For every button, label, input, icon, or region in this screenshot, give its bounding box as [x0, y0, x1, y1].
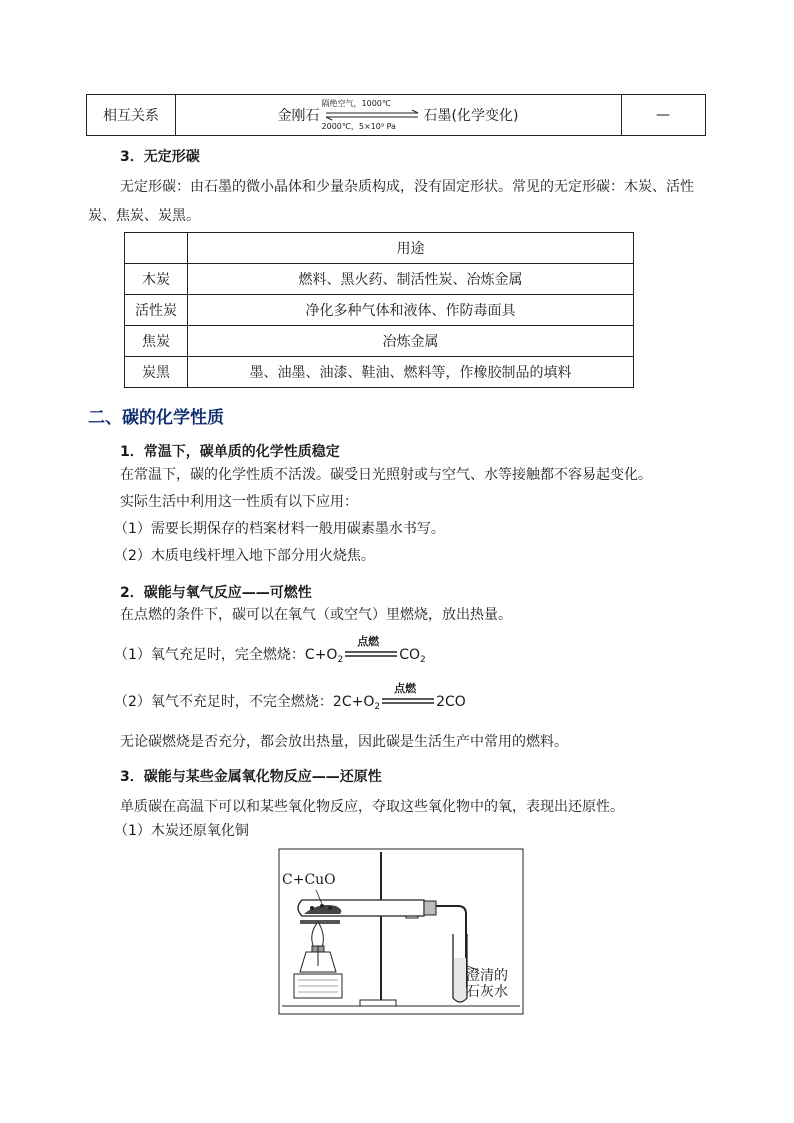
conversion-arrows [322, 97, 422, 133]
subsection-title-combustibility: 2．碳能与氧气反应——可燃性 [120, 585, 312, 601]
table-header-cell [125, 233, 188, 264]
amorphous-paragraph-line1: 无定形碳：由石墨的微小晶体和少量杂质构成，没有固定形状。常见的无定形碳：木炭、活性 [120, 179, 694, 195]
complete-combustion-prefix: （1）氧气充足时，完全燃烧： [114, 647, 305, 663]
conversion-condition-bottom: 2000℃，5×10⁹ Pa [321, 122, 396, 131]
relationship-table [86, 94, 706, 136]
double-line-equals-icon [380, 697, 436, 705]
complete-combustion-line [114, 635, 426, 670]
equation-reactants: 2C+O [332, 694, 375, 710]
table-cell: 活性炭 [125, 295, 188, 326]
stability-item2: （2）木质电线杆埋入地下部分用火烧焦。 [114, 548, 375, 564]
equation-product: 2CO [436, 694, 466, 710]
table-cell: 墨、油墨、油漆、鞋油、燃料等，作橡胶制品的填料 [188, 357, 634, 388]
equation-reactants: C+O [304, 647, 338, 663]
subscript: 2 [374, 702, 381, 712]
relationship-equation-cell [175, 95, 622, 135]
relationship-note: — [656, 107, 670, 123]
stability-line1: 在常温下，碳的化学性质不活泼。碳受日光照射或与空气、水等接触都不容易起变化。 [120, 467, 652, 483]
table-header-row [125, 233, 634, 264]
relationship-note-cell [621, 95, 705, 135]
reducibility-item1: （1）木炭还原氧化铜 [114, 823, 249, 839]
table-cell: 净化多种气体和液体、作防毒面具 [188, 295, 634, 326]
diamond-text: 金刚石 [277, 108, 320, 124]
section-title-amorphous: 3．无定形碳 [120, 149, 200, 165]
amorphous-paragraph-line2: 炭、焦炭、炭黑。 [88, 208, 200, 224]
table-row [125, 264, 634, 295]
apparatus-figure [278, 848, 524, 1016]
limewater-label-line2: 石灰水 [466, 984, 508, 1000]
table-header-cell: 用途 [188, 233, 634, 264]
stability-line2: 实际生活中利用这一性质有以下应用： [120, 494, 358, 510]
reaction-condition: 点燃 [394, 682, 417, 695]
incomplete-combustion-prefix: （2）氧气不充足时，不完全燃烧： [114, 694, 333, 710]
reactants-label: C+CuO [282, 872, 336, 888]
table-cell: 燃料、黑火药、制活性炭、冶炼金属 [188, 264, 634, 295]
graphite-text: 石墨(化学变化) [423, 108, 519, 124]
limewater-label [466, 968, 508, 1000]
relationship-label-cell [87, 95, 176, 135]
reaction-condition: 点燃 [357, 635, 380, 648]
limewater-label-line1: 澄清的 [466, 968, 508, 984]
subscript: 2 [337, 655, 344, 665]
equation-product: CO [399, 647, 420, 663]
subsection-title-reducibility: 3．碳能与某些金属氧化物反应——还原性 [120, 769, 382, 785]
carbon-uses-table [124, 232, 634, 388]
incomplete-combustion-line [114, 682, 466, 717]
combustibility-line1: 在点燃的条件下，碳可以在氧气（或空气）里燃烧，放出热量。 [120, 607, 512, 623]
table-cell: 冶炼金属 [188, 326, 634, 357]
double-line-equals-icon [343, 650, 399, 658]
stability-item1: （1）需要长期保存的档案材料一般用碳素墨水书写。 [114, 521, 445, 537]
conversion-condition-top: 隔绝空气，1000℃ [321, 99, 391, 108]
table-row [125, 295, 634, 326]
table-cell: 木炭 [125, 264, 188, 295]
reducibility-line1: 单质碳在高温下可以和某些氧化物反应，夺取这些氧化物中的氧，表现出还原性。 [120, 799, 624, 815]
subsection-title-stability: 1．常温下，碳单质的化学性质稳定 [120, 444, 340, 460]
chapter-heading: 二、碳的化学性质 [88, 408, 224, 428]
combustibility-conclusion: 无论碳燃烧是否充分，都会放出热量，因此碳是生活生产中常用的燃料。 [120, 734, 568, 750]
table-row [125, 357, 634, 388]
table-cell: 焦炭 [125, 326, 188, 357]
double-arrow-icon [322, 109, 422, 121]
reaction-equals [343, 635, 399, 662]
reaction-equals [380, 682, 436, 709]
relationship-label: 相互关系 [103, 108, 159, 124]
subscript: 2 [419, 655, 426, 665]
table-row [125, 326, 634, 357]
table-cell: 炭黑 [125, 357, 188, 388]
